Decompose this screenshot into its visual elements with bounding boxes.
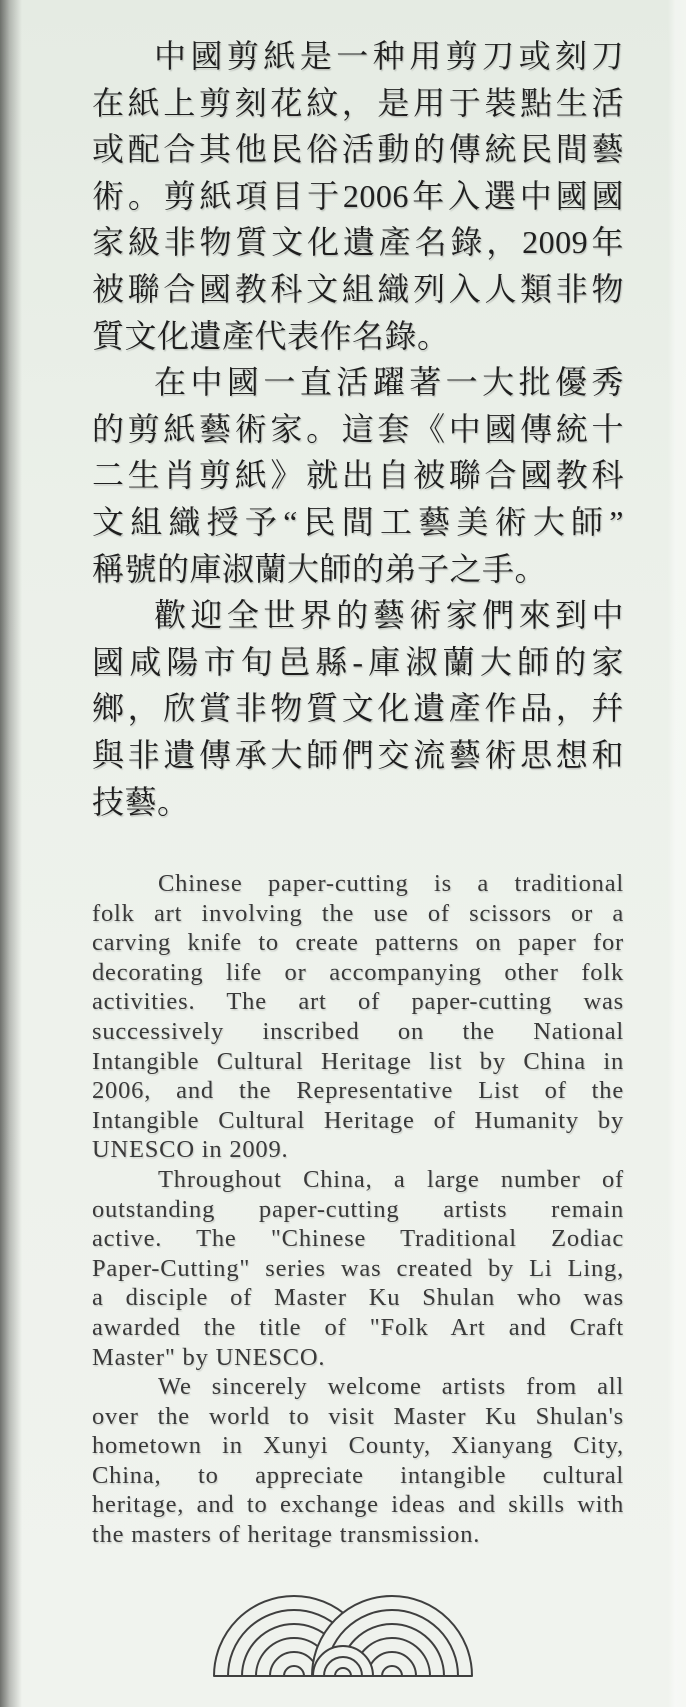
chinese-paragraph-3 — [92, 592, 624, 825]
english-line: awarded the title of "Folk Art and Craft — [92, 1313, 624, 1341]
english-line: 2006, and the Representative List of the — [92, 1077, 624, 1105]
english-line: active. The "Chinese Traditional Zodiac — [92, 1225, 624, 1253]
chinese-paragraph-2 — [92, 359, 624, 592]
chinese-line: 技藝。 — [92, 783, 190, 820]
english-paragraph-3 — [92, 1372, 624, 1550]
chinese-line: 被聯合國教科文組織列入人類非物 — [92, 270, 624, 307]
english-line: Master" by UNESCO. — [92, 1343, 326, 1371]
english-line: successively inscribed on the National — [92, 1017, 624, 1045]
english-line: We sincerely welcome artists from all — [158, 1373, 624, 1401]
english-text-block — [92, 869, 624, 1550]
chinese-line: 中國剪紙是一种用剪刀或刻刀 — [154, 38, 624, 74]
english-paragraph-2 — [92, 1165, 624, 1372]
chinese-line: 二生肖剪紙》就出自被聯合國教科 — [92, 457, 624, 494]
english-line: Throughout China, a large number of — [158, 1165, 624, 1193]
chinese-line: 稱號的庫淑蘭大師的弟子之手。 — [92, 550, 548, 587]
english-line: decorating life or accompanying other folk — [92, 958, 624, 986]
chinese-line: 歡迎全世界的藝術家們來到中 — [154, 597, 624, 634]
english-line: outstanding paper-cutting artists remain — [92, 1195, 624, 1223]
chinese-paragraph-1 — [92, 33, 624, 359]
english-line: UNESCO in 2009. — [92, 1136, 289, 1164]
english-line: Paper-Cutting" series was created by Li Ling, — [92, 1254, 624, 1282]
chinese-line: 鄉，欣賞非物質文化遺產作品，幷 — [92, 690, 624, 727]
chinese-line: 國咸陽市旬邑縣-庫淑蘭大師的家 — [92, 643, 624, 680]
chinese-line: 在紙上剪刻花紋，是用于裝點生活 — [92, 84, 624, 121]
chinese-line: 與非遺傳承大師們交流藝術思想和 — [92, 736, 624, 773]
english-line: heritage, and to exchange ideas and skills with — [92, 1491, 624, 1519]
chinese-line: 的剪紙藝術家。這套《中國傳統十 — [92, 410, 624, 447]
chinese-line: 術。剪紙項目于2006年入選中國國 — [92, 177, 624, 214]
chinese-line: 在中國一直活躍著一大批優秀 — [154, 364, 624, 401]
english-line: carving knife to create patterns on paper for — [92, 929, 624, 957]
english-paragraph-1 — [92, 869, 624, 1165]
english-line: activities. The art of paper-cutting was — [92, 988, 624, 1016]
english-line: folk art involving the use of scissors or a — [92, 899, 624, 927]
english-line: a disciple of Master Ku Shulan who was — [92, 1284, 624, 1312]
english-line: Intangible Cultural Heritage of Humanity by — [92, 1106, 624, 1134]
english-line: hometown in Xunyi County, Xianyang City, — [92, 1432, 624, 1460]
wave-pattern-icon — [212, 1588, 474, 1680]
card-left-edge — [0, 0, 22, 1707]
english-line: Intangible Cultural Heritage list by China in — [92, 1047, 624, 1075]
english-line: over the world to visit Master Ku Shulan's — [92, 1402, 624, 1430]
english-line: China, to appreciate intangible cultural — [92, 1461, 624, 1489]
chinese-line: 家級非物質文化遺產名錄，2009年 — [92, 224, 624, 261]
chinese-text-block — [92, 33, 624, 825]
chinese-line: 文組織授予“民間工藝美術大師” — [92, 503, 624, 540]
chinese-line: 質文化遺產代表作名錄。 — [92, 317, 450, 354]
english-line: Chinese paper-cutting is a traditional — [158, 870, 624, 897]
wave-arc — [335, 1668, 351, 1676]
card-right-edge — [668, 0, 686, 1707]
english-line: the masters of heritage transmission. — [92, 1521, 481, 1549]
chinese-line: 或配合其他民俗活動的傳統民間藝 — [92, 131, 624, 168]
